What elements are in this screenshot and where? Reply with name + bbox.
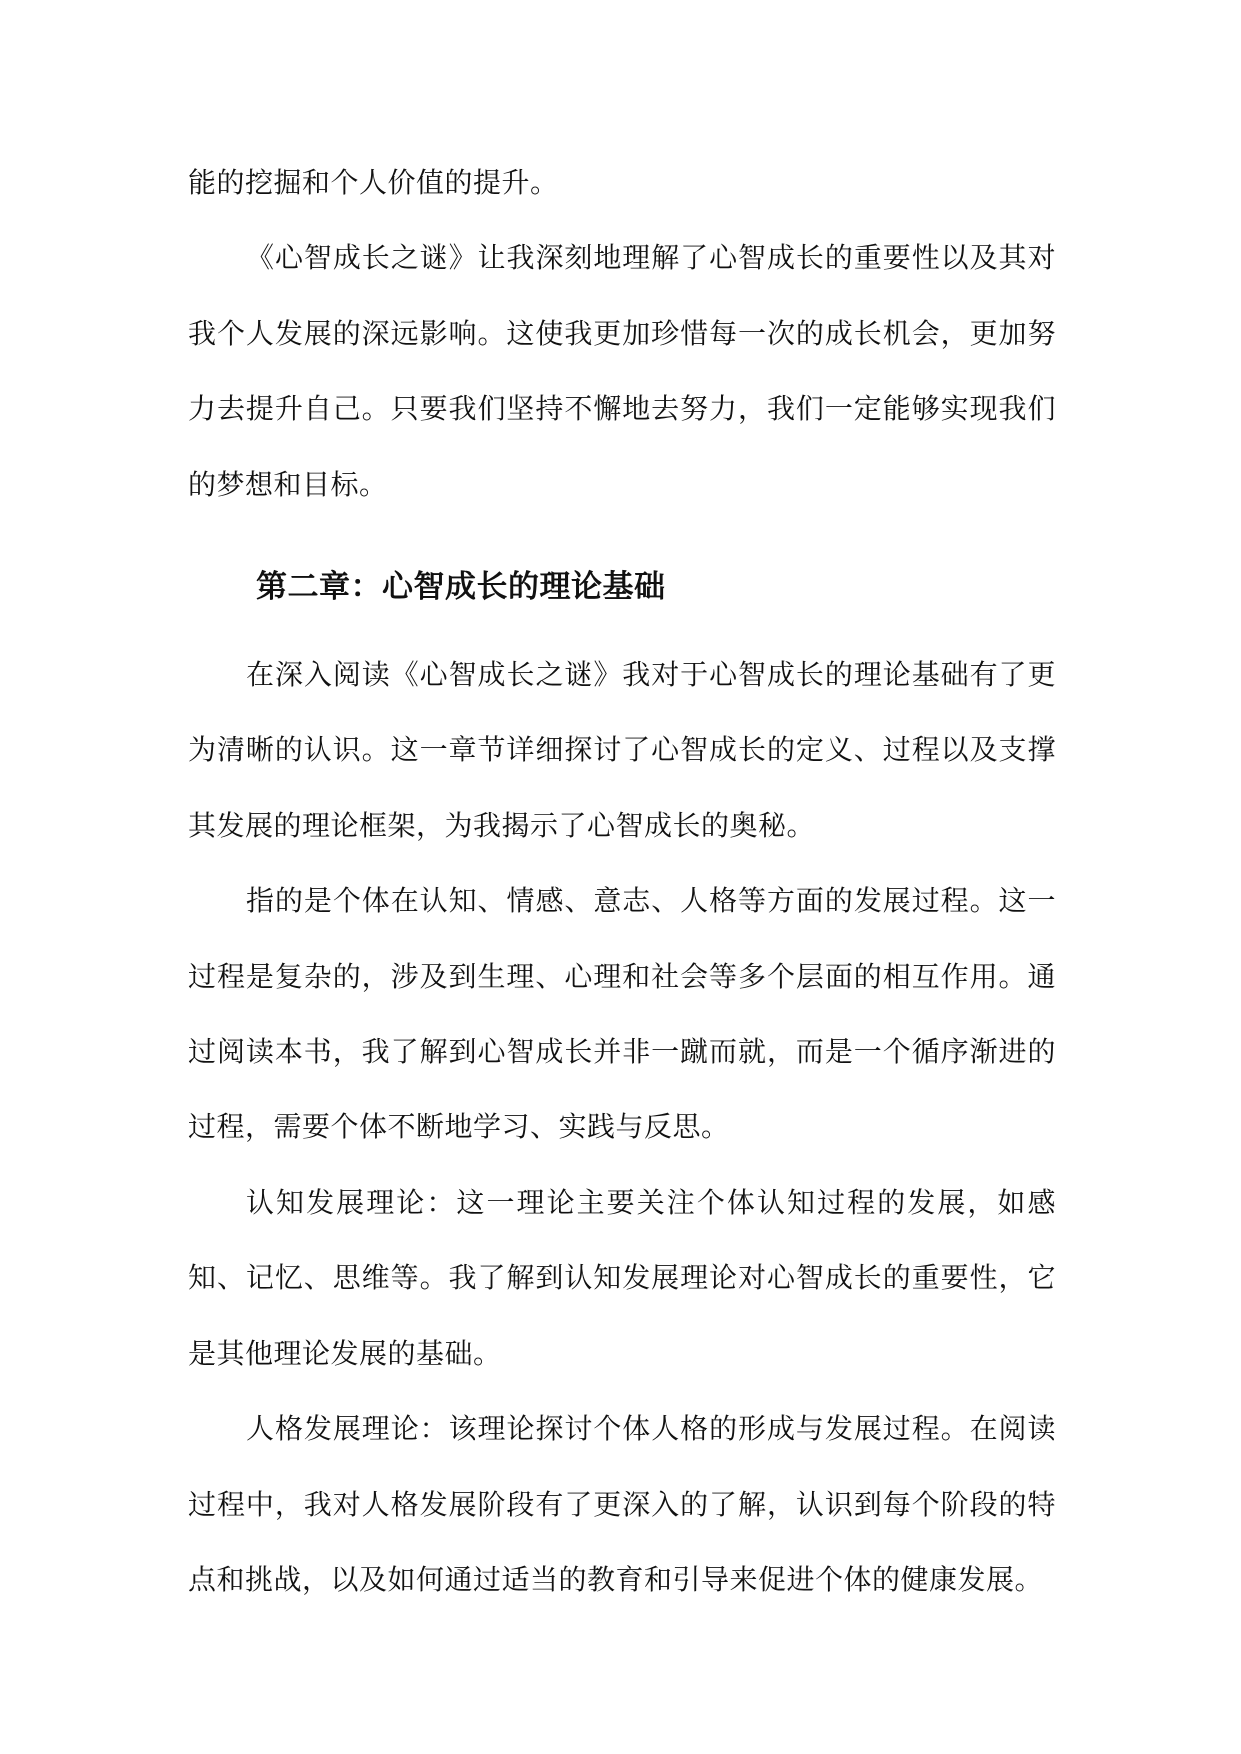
- chapter-heading: 第二章：心智成长的理论基础: [256, 569, 666, 606]
- paragraph-reflection: 《心智成长之谜》让我深刻地理解了心智成长的重要性以及其对我个人发展的深远影响。这使我更加珍惜每一次的成长机会，更加努力去提升自己。只要我们坚持不懈地去努力，我们一定能够实现我们的梦想和目标。: [188, 241, 1056, 501]
- paragraph-personality-theory: 人格发展理论：该理论探讨个体人格的形成与发展过程。在阅读过程中，我对人格发展阶段有了更深入的了解，认识到每个阶段的特点和挑战，以及如何通过适当的教育和引导来促进个体的健康发展。: [188, 1412, 1056, 1596]
- paragraph-definition: 指的是个体在认知、情感、意志、人格等方面的发展过程。这一过程是复杂的，涉及到生理、心理和社会等多个层面的相互作用。通过阅读本书，我了解到心智成长并非一蹴而就，而是一个循序渐进的过程，需要个体不断地学习、实践与反思。: [188, 884, 1056, 1144]
- paragraph-cognitive-theory: 认知发展理论：这一理论主要关注个体认知过程的发展，如感知、记忆、思维等。我了解到认知发展理论对心智成长的重要性，它是其他理论发展的基础。: [188, 1185, 1056, 1370]
- paragraph-intro: 在深入阅读《心智成长之谜》我对于心智成长的理论基础有了更为清晰的认识。这一章节详细探讨了心智成长的定义、过程以及支撑其发展的理论框架，为我揭示了心智成长的奥秘。: [188, 658, 1056, 842]
- paragraph-continuation: 能的挖掘和个人价值的提升。: [188, 166, 559, 199]
- document-body: [188, 145, 1056, 1617]
